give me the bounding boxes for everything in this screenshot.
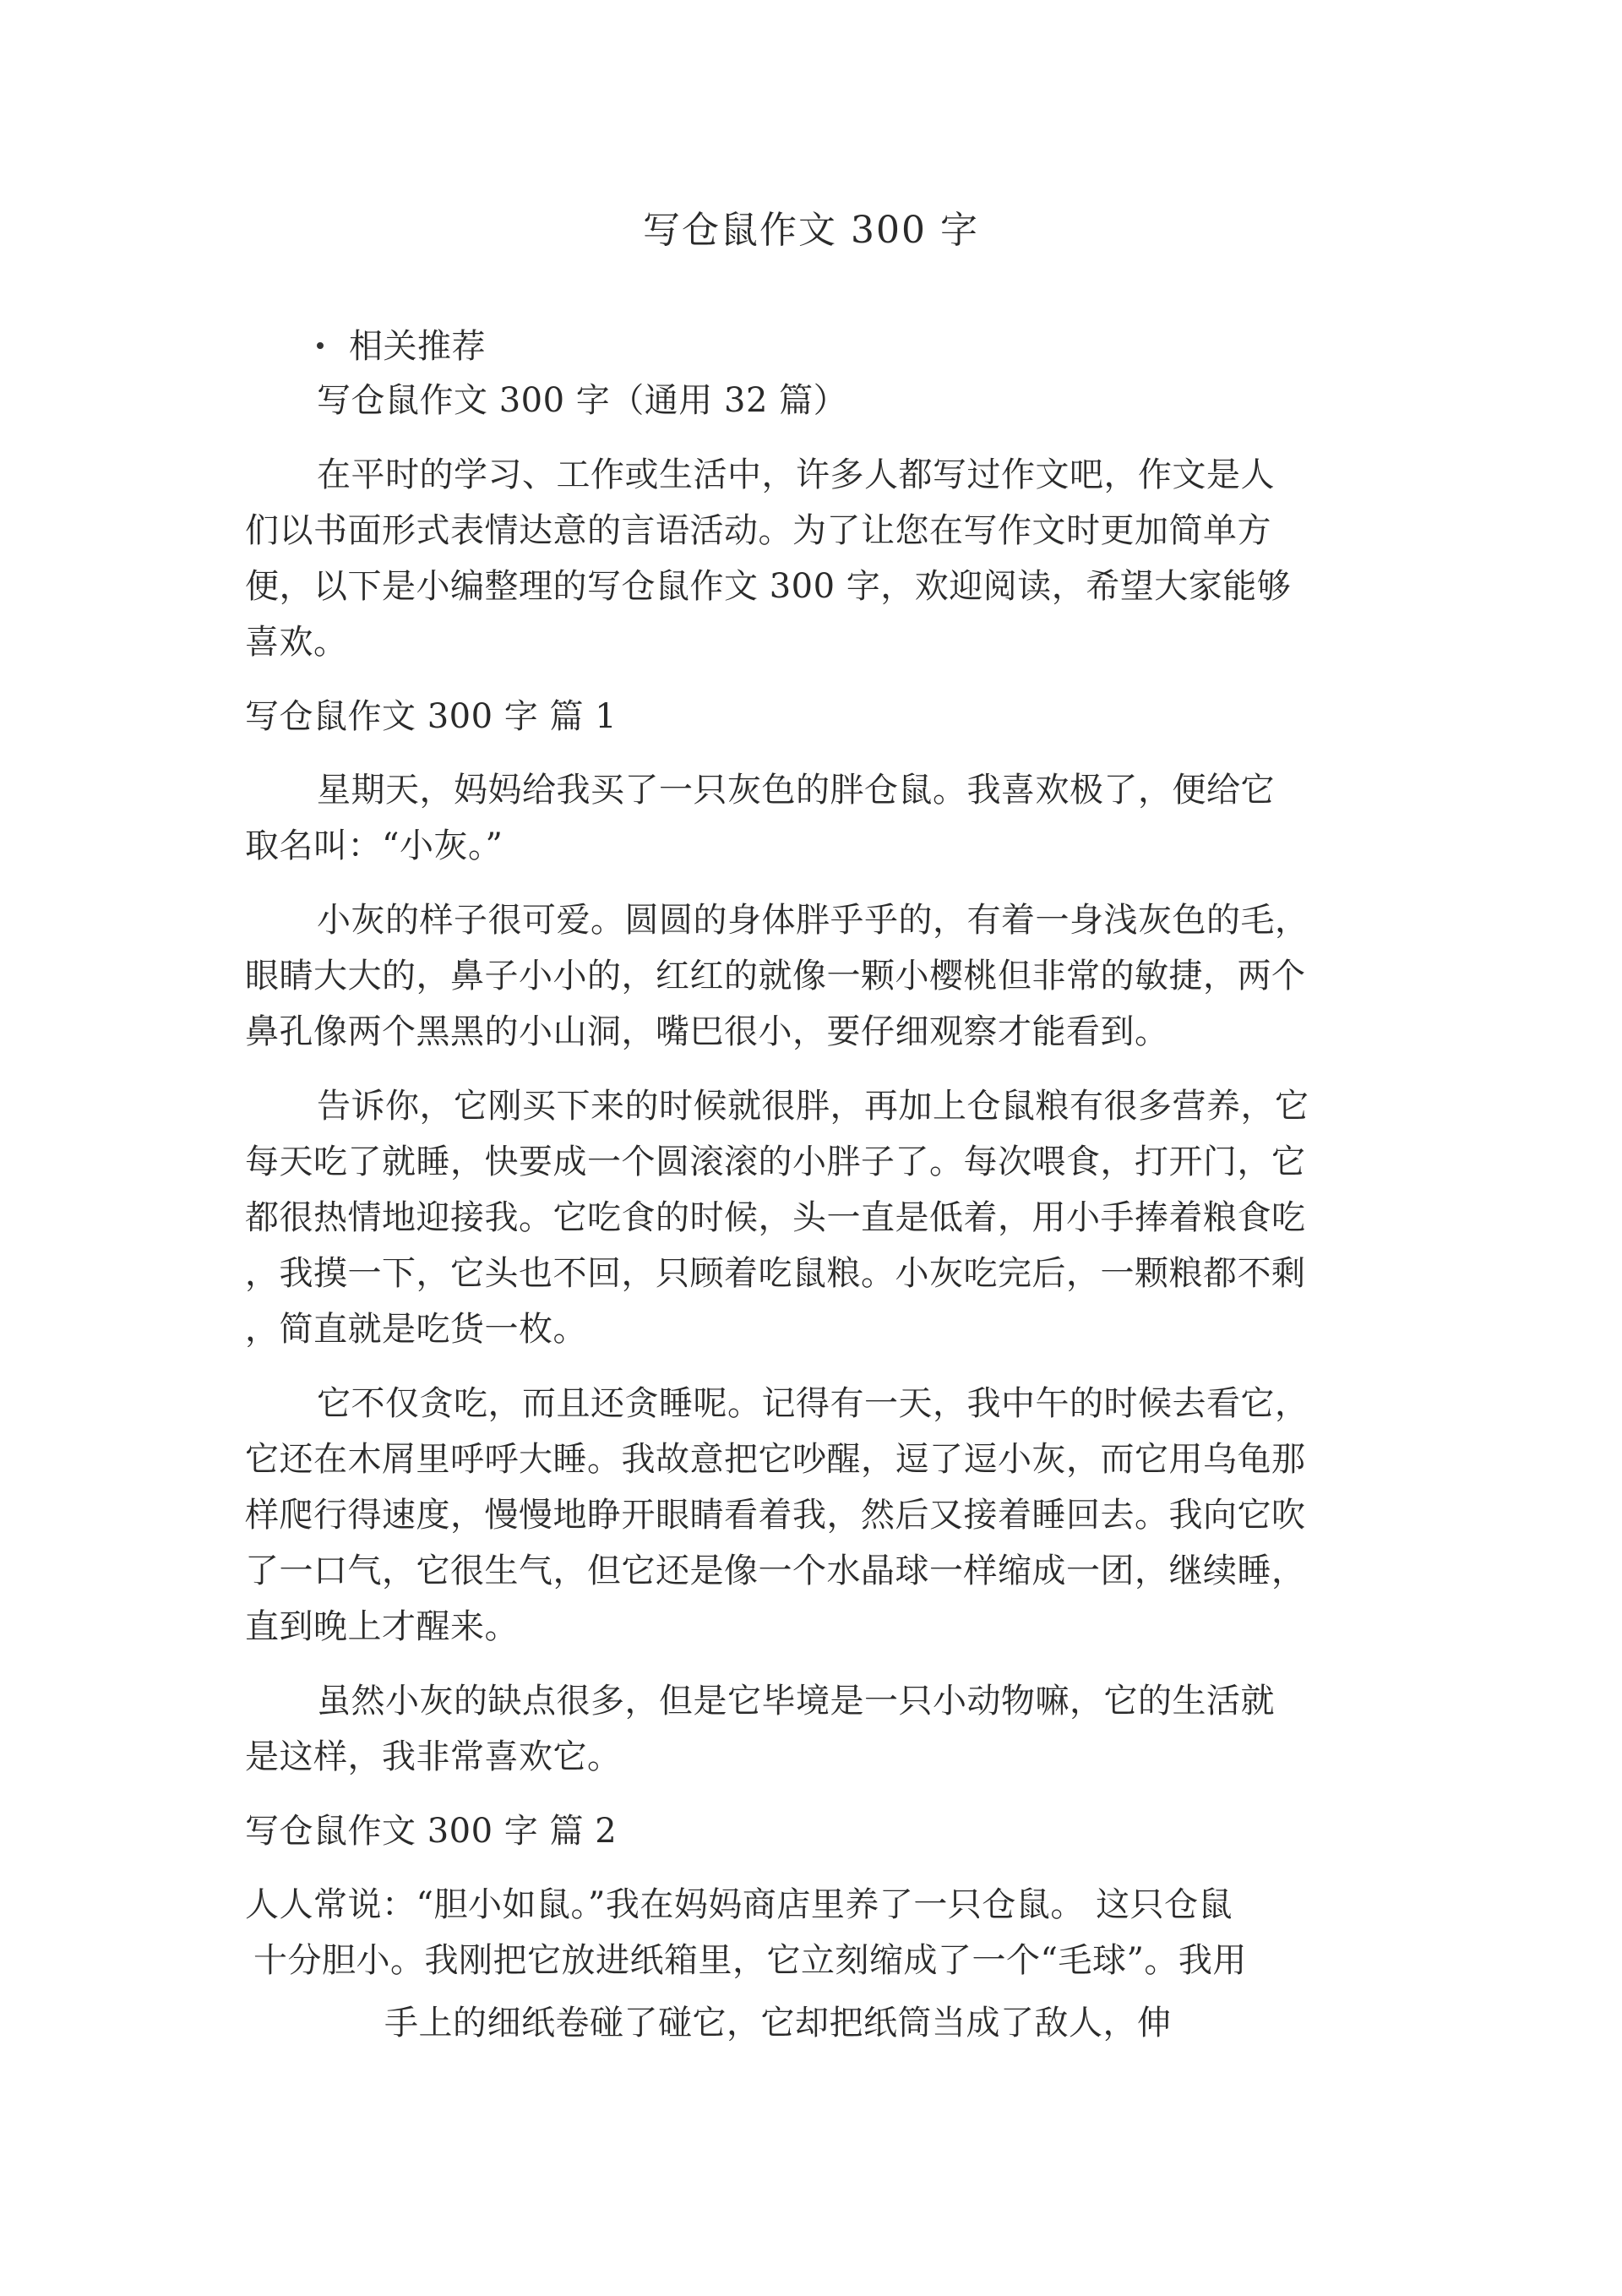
paragraph-line: 虽然小灰的缺点很多，但是它毕境是一只小动物嘛，它的生活就 (317, 1682, 1275, 1721)
essay-heading: 写仓鼠作文 300 字 篇 2 (245, 1812, 618, 1851)
paragraph-line: 鼻孔像两个黑黑的小山洞，嘴巴很小，要仔细观察才能看到。 (245, 1012, 1169, 1051)
paragraph-line: 样爬行得速度，慢慢地睁开眼睛看着我，然后又接着睡回去。我向它吹 (245, 1496, 1306, 1535)
paragraph-line: 了一口气，它很生气，但它还是像一个水晶球一样缩成一团，继续睡， (245, 1552, 1306, 1590)
intro-line: 在平时的学习、工作或生活中，许多人都写过作文吧，作文是人 (317, 455, 1275, 494)
paragraph-line: 都很热情地迎接我。它吃食的时候，头一直是低着，用小手捧着粮食吃 (245, 1198, 1306, 1237)
paragraph-line: 小灰的样子很可爱。圆圆的身体胖乎乎的，有着一身浅灰色的毛， (317, 901, 1309, 940)
bullet-icon (317, 342, 324, 349)
paragraph-line: 它不仅贪吃，而且还贪睡呢。记得有一天，我中午的时候去看它， (317, 1384, 1309, 1423)
paragraph-line: 它还在木屑里呼呼大睡。我故意把它吵醒，逗了逗小灰，而它用乌龟那 (245, 1440, 1306, 1479)
recommend-label: 相关推荐 (349, 327, 486, 366)
intro-line: 喜欢。 (245, 623, 348, 662)
intro-line: 便，以下是小编整理的写仓鼠作文 300 字，欢迎阅读，希望大家能够 (245, 567, 1292, 606)
paragraph-line: 是这样，我非常喜欢它。 (245, 1737, 622, 1776)
recommend-heading (317, 321, 486, 372)
paragraph-line: 手上的细纸卷碰了碰它，它却把纸筒当成了敌人，伸 (384, 2004, 1172, 2042)
paragraph-line: 直到晚上才醒来。 (245, 1607, 519, 1646)
page-title: 写仓鼠作文 300 字 (643, 209, 979, 252)
paragraph-line: 告诉你，它刚买下来的时候就很胖，再加上仓鼠粮有很多营养，它 (317, 1087, 1309, 1126)
paragraph-line: ，我摸一下，它头也不回，只顾着吃鼠粮。小灰吃完后，一颗粮都不剩 (245, 1254, 1306, 1293)
paragraph-line: 星期天，妈妈给我买了一只灰色的胖仓鼠。我喜欢极了，便给它 (317, 771, 1275, 810)
paragraph-line: 十分胆小。我刚把它放进纸箱里，它立刻缩成了一个“毛球”。我用 (253, 1941, 1247, 1980)
intro-line: 们以书面形式表情达意的言语活动。为了让您在写作文时更加简单方 (245, 511, 1271, 550)
paragraph-line: 每天吃了就睡，快要成一个圆滚滚的小胖子了。每次喂食，打开门，它 (245, 1143, 1306, 1181)
subtitle: 写仓鼠作文 300 字（通用 32 篇） (317, 381, 848, 420)
essay-heading: 写仓鼠作文 300 字 篇 1 (245, 697, 618, 736)
paragraph-line: 眼睛大大的，鼻子小小的，红红的就像一颗小樱桃但非常的敏捷，两个 (245, 957, 1306, 995)
paragraph-line: 人人常说：“胆小如鼠。”我在妈妈商店里养了一只仓鼠。 这只仓鼠 (245, 1885, 1233, 1924)
paragraph-line: ，简直就是吃货一枚。 (245, 1310, 587, 1349)
paragraph-line: 取名叫：“小灰。” (245, 826, 503, 865)
